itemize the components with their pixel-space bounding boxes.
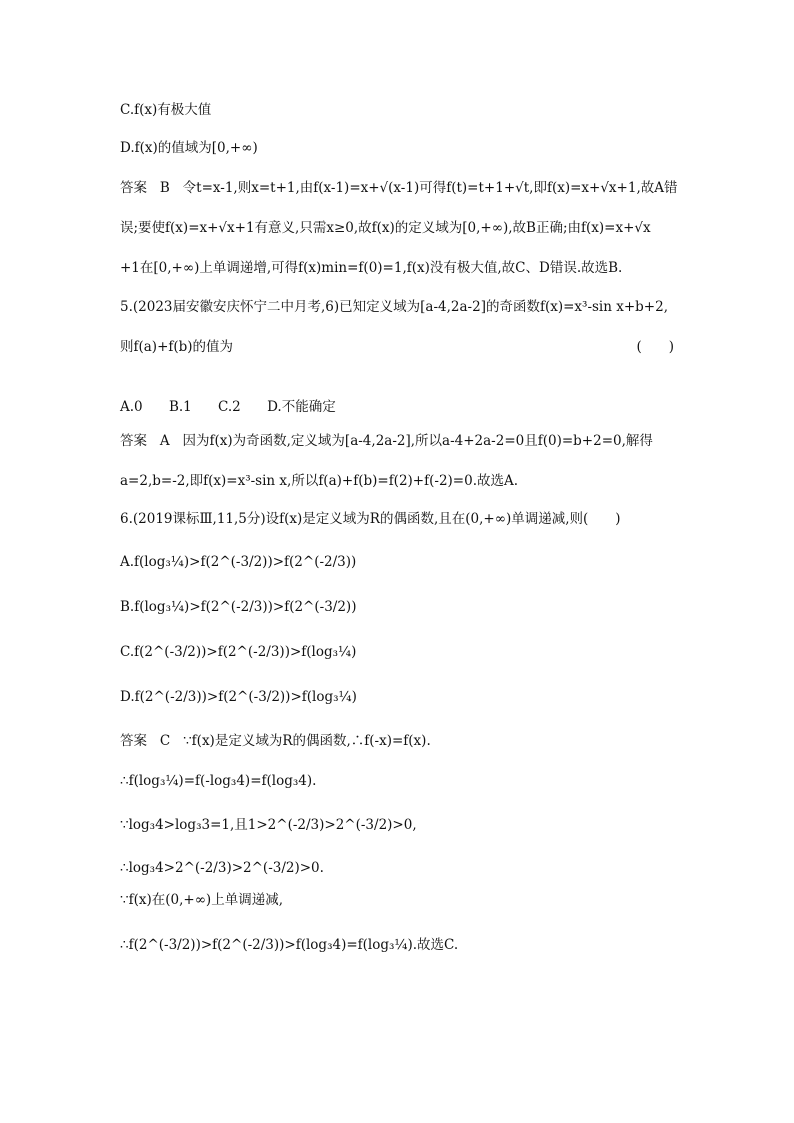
answer-6-line1 xyxy=(120,731,431,751)
question-6-option-d: D.f(2^(-2/3))>f(2^(-3/2))>f(log₃¼) xyxy=(120,689,357,705)
question-5-line1: 5.(2023届安徽安庆怀宁二中月考,6)已知定义域为[a-4,2a-2]的奇函数f(x)=x³-sin x+b+2, xyxy=(120,299,668,315)
answer-5-line2: a=2,b=-2,即f(x)=x³-sin x,所以f(a)+f(b)=f(2)+f(-2)=0.故选A. xyxy=(120,473,519,489)
answer-4-line3: +1在[0,+∞)上单调递增,可得f(x)min=f(0)=1,f(x)没有极大值,故C、D错误.故选B. xyxy=(120,260,623,276)
option-c-prev: C.f(x)有极大值 xyxy=(120,102,212,118)
option-d: D.不能确定 xyxy=(267,399,336,415)
question-5-options xyxy=(120,397,358,417)
answer-choice: A xyxy=(159,433,170,449)
answer-6-step2: ∴f(log₃¼)=f(-log₃4)=f(log₃4). xyxy=(120,773,317,789)
answer-6-step5: ∵f(x)在(0,+∞)上单调递减, xyxy=(120,892,283,908)
option-d-prev: D.f(x)的值域为[0,+∞) xyxy=(120,140,258,156)
answer-text: 因为f(x)为奇函数,定义域为[a-4,2a-2],所以a-4+2a-2=0且f(0)=b+2=0,解得 xyxy=(182,433,653,449)
answer-label: 答案 xyxy=(120,433,147,449)
answer-5-line1 xyxy=(120,431,653,451)
question-6-stem: 6.(2019课标Ⅲ,11,5分)设f(x)是定义域为R的偶函数,且在(0,+∞)单调递减,则( ) xyxy=(120,511,621,527)
answer-choice: B xyxy=(159,180,170,196)
answer-label: 答案 xyxy=(120,180,147,196)
answer-label: 答案 xyxy=(120,733,147,749)
answer-paren: ( ) xyxy=(636,339,674,355)
answer-4-line1 xyxy=(120,178,678,198)
answer-text: 令t=x-1,则x=t+1,由f(x-1)=x+√(x-1)可得f(t)=t+1+√t,即f(x)=x+√x+1,故A错 xyxy=(182,180,678,196)
answer-6-step6: ∴f(2^(-3/2))>f(2^(-2/3))>f(log₃4)=f(log₃¼).故选C. xyxy=(120,937,459,953)
answer-6-step4: ∴log₃4>2^(-2/3)>2^(-3/2)>0. xyxy=(120,860,324,876)
answer-4-line2: 误;要使f(x)=x+√x+1有意义,只需x≥0,故f(x)的定义域为[0,+∞),故B正确;由f(x)=x+√x xyxy=(120,220,651,236)
question-6-option-a: A.f(log₃¼)>f(2^(-3/2))>f(2^(-2/3)) xyxy=(120,554,357,570)
answer-text: ∵f(x)是定义域为R的偶函数,∴f(-x)=f(x). xyxy=(183,733,431,749)
answer-6-step3: ∵log₃4>log₃3=1,且1>2^(-2/3)>2^(-3/2)>0, xyxy=(120,817,417,833)
option-c: C.2 xyxy=(218,399,241,415)
option-a: A.0 xyxy=(120,399,143,415)
question-6-option-c: C.f(2^(-3/2))>f(2^(-2/3))>f(log₃¼) xyxy=(120,644,357,660)
question-5-line2 xyxy=(120,337,674,357)
question-6-option-b: B.f(log₃¼)>f(2^(-2/3))>f(2^(-3/2)) xyxy=(120,599,357,615)
answer-choice: C xyxy=(159,733,171,749)
option-b: B.1 xyxy=(168,399,192,415)
question-5-text: 则f(a)+f(b)的值为 xyxy=(120,339,234,355)
